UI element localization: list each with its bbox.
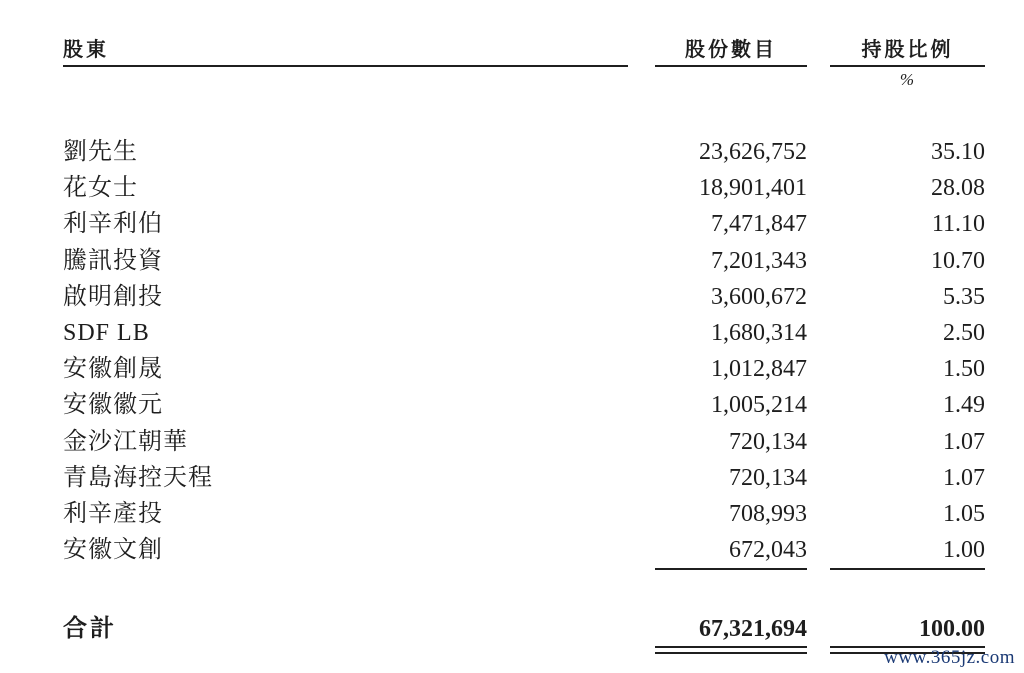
shares-value: 7,471,847 (711, 211, 807, 238)
percentage-value: 1.07 (943, 464, 985, 491)
table-row (0, 206, 985, 242)
shareholder-name: 安徽文創 (63, 537, 163, 564)
percentage-value: 35.10 (931, 139, 985, 165)
shares-value: 720,134 (729, 428, 807, 455)
unit-row (0, 70, 985, 90)
shares-value: 1,680,314 (711, 319, 807, 346)
table-body (0, 134, 985, 568)
table-row (0, 532, 985, 568)
header-shareholder: 股東 (63, 33, 628, 67)
header-percentage: 持股比例 (830, 33, 985, 67)
shares-value: 18,901,401 (699, 175, 807, 202)
shareholder-name: 劉先生 (63, 139, 138, 165)
shares-value: 708,993 (729, 500, 807, 527)
double-rule (655, 646, 807, 654)
table-row (0, 243, 985, 279)
shareholder-name: 青島海控天程 (63, 464, 213, 491)
watermark: www.365jz.com (884, 647, 1015, 668)
total-label: 合計 (63, 616, 117, 642)
percentage-value: 11.10 (931, 211, 985, 238)
shareholder-name: 花女士 (63, 175, 138, 202)
shares-value: 672,043 (655, 532, 807, 570)
shares-value: 1,005,214 (711, 392, 807, 419)
shares-value: 720,134 (729, 464, 807, 491)
shareholder-name: 安徽徽元 (63, 392, 163, 419)
table-row (0, 170, 985, 206)
shareholder-name: 騰訊投資 (63, 247, 163, 274)
table-header-row (0, 33, 985, 67)
table-row (0, 496, 985, 532)
table-row (0, 387, 985, 423)
total-percentage-value: 100.00 (919, 616, 985, 642)
shares-value: 23,626,752 (699, 139, 807, 165)
table-row (0, 424, 985, 460)
table-row (0, 315, 985, 351)
shares-value: 1,012,847 (711, 356, 807, 383)
percentage-value: 10.70 (931, 247, 985, 274)
percentage-value: 1.05 (943, 500, 985, 527)
shareholder-name: SDF LB (63, 319, 150, 346)
shareholder-name: 利辛利伯 (63, 211, 163, 238)
total-row (0, 608, 985, 654)
percentage-value: 1.49 (943, 392, 985, 419)
shareholder-name: 利辛產投 (63, 500, 163, 527)
shares-value: 7,201,343 (711, 247, 807, 274)
shareholder-name: 啟明創投 (63, 283, 163, 310)
percentage-unit: % (899, 70, 916, 89)
shareholder-name: 安徽創晟 (63, 356, 163, 383)
header-shares: 股份數目 (655, 33, 807, 67)
percentage-value: 1.00 (830, 532, 985, 570)
table-row (0, 134, 985, 170)
total-shares-value: 67,321,694 (699, 616, 807, 642)
total-shares (655, 615, 807, 654)
table-row (0, 279, 985, 315)
percentage-value: 1.50 (943, 356, 985, 383)
table-row (0, 351, 985, 387)
percentage-value: 5.35 (943, 283, 985, 310)
percentage-value: 1.07 (943, 428, 985, 455)
percentage-value: 28.08 (931, 175, 985, 202)
table-row (0, 460, 985, 496)
shareholder-name: 金沙江朝華 (63, 428, 188, 455)
percentage-value: 2.50 (943, 319, 985, 346)
shares-value: 3,600,672 (711, 283, 807, 310)
